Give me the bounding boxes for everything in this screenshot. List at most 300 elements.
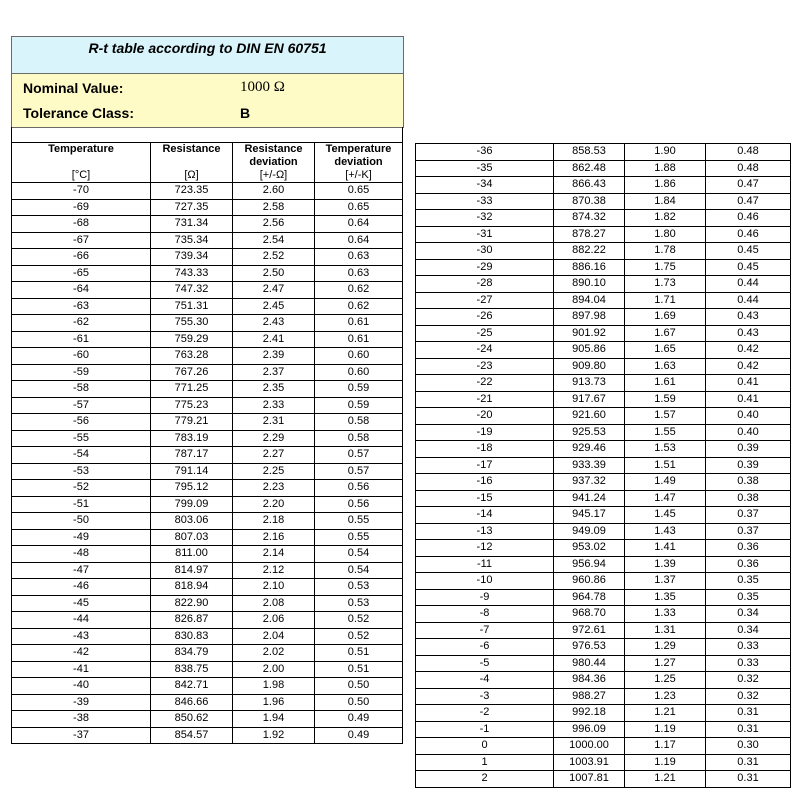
cell-temperature-deviation: 0.59 — [315, 381, 403, 398]
cell-temperature-deviation: 0.58 — [315, 414, 403, 431]
cell-resistance-deviation: 1.25 — [625, 672, 706, 689]
table-row — [416, 556, 791, 573]
cell-temperature-deviation: 0.61 — [315, 315, 403, 332]
cell-temperature: -11 — [416, 556, 554, 573]
cell-resistance: 747.32 — [151, 282, 233, 299]
cell-temperature-deviation: 0.35 — [706, 589, 791, 606]
cell-temperature-deviation: 0.38 — [706, 490, 791, 507]
cell-temperature: -10 — [416, 573, 554, 590]
cell-resistance-deviation: 1.57 — [625, 408, 706, 425]
cell-resistance: 775.23 — [151, 397, 233, 414]
table-row — [12, 480, 403, 497]
cell-temperature-deviation: 0.43 — [706, 309, 791, 326]
cell-temperature: -45 — [12, 595, 151, 612]
table-row — [416, 210, 791, 227]
cell-temperature: -70 — [12, 183, 151, 200]
cell-resistance: 921.60 — [554, 408, 625, 425]
table-row — [12, 364, 403, 381]
cell-resistance: 897.98 — [554, 309, 625, 326]
cell-temperature: -40 — [12, 678, 151, 695]
table-row — [416, 771, 791, 788]
cell-resistance: 854.57 — [151, 727, 233, 744]
cell-resistance: 846.66 — [151, 694, 233, 711]
cell-temperature-deviation: 0.63 — [315, 249, 403, 266]
cell-resistance-deviation: 1.49 — [625, 474, 706, 491]
cell-temperature: -43 — [12, 628, 151, 645]
cell-temperature: -17 — [416, 457, 554, 474]
cell-resistance: 905.86 — [554, 342, 625, 359]
cell-resistance: 735.34 — [151, 232, 233, 249]
cell-resistance: 783.19 — [151, 430, 233, 447]
cell-temperature: -48 — [12, 546, 151, 563]
cell-resistance: 858.53 — [554, 144, 625, 161]
cell-resistance-deviation: 2.23 — [233, 480, 315, 497]
table-row — [12, 216, 403, 233]
cell-temperature: -62 — [12, 315, 151, 332]
table-row — [12, 381, 403, 398]
cell-resistance: 964.78 — [554, 589, 625, 606]
rt-table-left — [11, 142, 403, 744]
cell-temperature: -64 — [12, 282, 151, 299]
cell-resistance-deviation: 2.27 — [233, 447, 315, 464]
cell-resistance-deviation: 1.88 — [625, 160, 706, 177]
table-row — [416, 721, 791, 738]
cell-temperature: -8 — [416, 606, 554, 623]
cell-resistance-deviation: 2.37 — [233, 364, 315, 381]
cell-temperature-deviation: 0.31 — [706, 771, 791, 788]
cell-temperature: -54 — [12, 447, 151, 464]
table-row — [12, 513, 403, 530]
table-row — [416, 276, 791, 293]
cell-temperature-deviation: 0.65 — [315, 199, 403, 216]
cell-resistance-deviation: 1.86 — [625, 177, 706, 194]
cell-temperature-deviation: 0.36 — [706, 556, 791, 573]
cell-temperature-deviation: 0.35 — [706, 573, 791, 590]
cell-resistance-deviation: 2.00 — [233, 661, 315, 678]
nominal-value: 1000 Ω — [240, 79, 285, 95]
cell-temperature-deviation: 0.41 — [706, 375, 791, 392]
cell-resistance-deviation: 1.96 — [233, 694, 315, 711]
cell-resistance-deviation: 1.73 — [625, 276, 706, 293]
table-header-row — [12, 143, 403, 170]
table-row — [416, 259, 791, 276]
table-row — [416, 688, 791, 705]
cell-resistance-deviation: 1.31 — [625, 622, 706, 639]
cell-resistance: 956.94 — [554, 556, 625, 573]
nominal-value-label: Nominal Value: — [23, 80, 124, 96]
table-row — [416, 226, 791, 243]
cell-temperature-deviation: 0.57 — [315, 463, 403, 480]
table-row — [416, 424, 791, 441]
cell-resistance: 945.17 — [554, 507, 625, 524]
cell-temperature-deviation: 0.48 — [706, 144, 791, 161]
cell-temperature-deviation: 0.42 — [706, 358, 791, 375]
cell-temperature: -33 — [416, 193, 554, 210]
cell-resistance: 972.61 — [554, 622, 625, 639]
cell-resistance: 842.71 — [151, 678, 233, 695]
table-row — [416, 474, 791, 491]
cell-resistance: 984.36 — [554, 672, 625, 689]
cell-temperature: -13 — [416, 523, 554, 540]
cell-resistance: 917.67 — [554, 391, 625, 408]
cell-resistance-deviation: 2.10 — [233, 579, 315, 596]
table-row — [416, 358, 791, 375]
cell-temperature-deviation: 0.50 — [315, 694, 403, 711]
table-row — [416, 325, 791, 342]
header-resistance: Resistance — [151, 143, 233, 170]
cell-temperature: -34 — [416, 177, 554, 194]
title-banner — [11, 36, 404, 74]
cell-resistance-deviation: 2.41 — [233, 331, 315, 348]
table-row — [12, 727, 403, 744]
cell-resistance-deviation: 1.29 — [625, 639, 706, 656]
cell-resistance-deviation: 2.25 — [233, 463, 315, 480]
unit-resistance: [Ω] — [151, 169, 233, 183]
cell-resistance: 779.21 — [151, 414, 233, 431]
table-row — [416, 292, 791, 309]
cell-resistance: 953.02 — [554, 540, 625, 557]
cell-temperature-deviation: 0.49 — [315, 711, 403, 728]
cell-resistance: 830.83 — [151, 628, 233, 645]
cell-resistance: 799.09 — [151, 496, 233, 513]
cell-temperature-deviation: 0.64 — [315, 216, 403, 233]
table-row — [416, 507, 791, 524]
cell-temperature: -47 — [12, 562, 151, 579]
cell-resistance-deviation: 1.17 — [625, 738, 706, 755]
cell-resistance: 992.18 — [554, 705, 625, 722]
cell-temperature-deviation: 0.40 — [706, 408, 791, 425]
cell-resistance: 763.28 — [151, 348, 233, 365]
cell-resistance: 878.27 — [554, 226, 625, 243]
cell-temperature-deviation: 0.53 — [315, 579, 403, 596]
cell-resistance-deviation: 1.43 — [625, 523, 706, 540]
cell-temperature: -3 — [416, 688, 554, 705]
cell-temperature-deviation: 0.39 — [706, 441, 791, 458]
cell-temperature: -5 — [416, 655, 554, 672]
cell-resistance-deviation: 2.45 — [233, 298, 315, 315]
table-row — [12, 463, 403, 480]
table-row — [416, 342, 791, 359]
cell-resistance: 968.70 — [554, 606, 625, 623]
cell-resistance-deviation: 1.19 — [625, 721, 706, 738]
cell-temperature-deviation: 0.54 — [315, 546, 403, 563]
table-row — [416, 408, 791, 425]
cell-resistance-deviation: 1.39 — [625, 556, 706, 573]
cell-temperature-deviation: 0.37 — [706, 507, 791, 524]
cell-temperature-deviation: 0.52 — [315, 628, 403, 645]
cell-resistance-deviation: 1.92 — [233, 727, 315, 744]
table-row — [12, 249, 403, 266]
cell-temperature-deviation: 0.30 — [706, 738, 791, 755]
cell-resistance: 731.34 — [151, 216, 233, 233]
cell-resistance: 941.24 — [554, 490, 625, 507]
cell-temperature-deviation: 0.45 — [706, 259, 791, 276]
cell-resistance: 727.35 — [151, 199, 233, 216]
cell-resistance-deviation: 1.90 — [625, 144, 706, 161]
cell-temperature-deviation: 0.61 — [315, 331, 403, 348]
cell-temperature-deviation: 0.31 — [706, 705, 791, 722]
table-row — [416, 490, 791, 507]
cell-temperature-deviation: 0.57 — [315, 447, 403, 464]
cell-temperature-deviation: 0.65 — [315, 183, 403, 200]
cell-resistance-deviation: 1.80 — [625, 226, 706, 243]
cell-resistance-deviation: 1.84 — [625, 193, 706, 210]
cell-temperature: 2 — [416, 771, 554, 788]
table-row — [416, 375, 791, 392]
table-row — [416, 391, 791, 408]
cell-resistance-deviation: 2.29 — [233, 430, 315, 447]
cell-temperature: -30 — [416, 243, 554, 260]
cell-temperature-deviation: 0.46 — [706, 210, 791, 227]
table-row — [12, 579, 403, 596]
header-temperature: Temperature — [12, 143, 151, 170]
cell-resistance-deviation: 1.94 — [233, 711, 315, 728]
cell-temperature: -21 — [416, 391, 554, 408]
table-row — [12, 282, 403, 299]
cell-temperature: 1 — [416, 754, 554, 771]
cell-resistance: 814.97 — [151, 562, 233, 579]
cell-temperature: -61 — [12, 331, 151, 348]
table-row — [416, 622, 791, 639]
table-row — [416, 177, 791, 194]
cell-resistance: 743.33 — [151, 265, 233, 282]
cell-temperature: -52 — [12, 480, 151, 497]
cell-resistance-deviation: 1.53 — [625, 441, 706, 458]
cell-temperature: -68 — [12, 216, 151, 233]
cell-temperature-deviation: 0.52 — [315, 612, 403, 629]
cell-resistance: 771.25 — [151, 381, 233, 398]
cell-temperature: -16 — [416, 474, 554, 491]
cell-resistance: 811.00 — [151, 546, 233, 563]
cell-resistance: 822.90 — [151, 595, 233, 612]
cell-resistance-deviation: 2.08 — [233, 595, 315, 612]
cell-resistance: 791.14 — [151, 463, 233, 480]
table-row — [416, 243, 791, 260]
cell-temperature: -50 — [12, 513, 151, 530]
unit-resistance-deviation: [+/-Ω] — [233, 169, 315, 183]
cell-resistance: 862.48 — [554, 160, 625, 177]
cell-resistance-deviation: 1.71 — [625, 292, 706, 309]
cell-temperature: -59 — [12, 364, 151, 381]
cell-resistance: 929.46 — [554, 441, 625, 458]
table-row — [416, 144, 791, 161]
cell-resistance-deviation: 1.47 — [625, 490, 706, 507]
cell-resistance-deviation: 2.33 — [233, 397, 315, 414]
table-row — [416, 573, 791, 590]
cell-temperature: 0 — [416, 738, 554, 755]
cell-resistance-deviation: 1.61 — [625, 375, 706, 392]
cell-resistance-deviation: 2.16 — [233, 529, 315, 546]
page-title: R-t table according to DIN EN 60751 — [88, 40, 327, 56]
table-row — [12, 595, 403, 612]
table-row — [12, 562, 403, 579]
cell-temperature-deviation: 0.41 — [706, 391, 791, 408]
table-row — [12, 612, 403, 629]
cell-resistance: 949.09 — [554, 523, 625, 540]
cell-temperature: -4 — [416, 672, 554, 689]
table-row — [12, 199, 403, 216]
cell-temperature-deviation: 0.62 — [315, 282, 403, 299]
cell-temperature: -15 — [416, 490, 554, 507]
cell-temperature: -7 — [416, 622, 554, 639]
header-temperature-deviation: Temperature deviation — [315, 143, 403, 170]
table-row — [416, 457, 791, 474]
table-row — [12, 529, 403, 546]
cell-resistance: 807.03 — [151, 529, 233, 546]
table-row — [416, 589, 791, 606]
table-row — [416, 193, 791, 210]
table-row — [416, 540, 791, 557]
cell-resistance-deviation: 1.55 — [625, 424, 706, 441]
cell-resistance: 1007.81 — [554, 771, 625, 788]
cell-resistance-deviation: 2.12 — [233, 562, 315, 579]
cell-resistance-deviation: 1.21 — [625, 771, 706, 788]
cell-resistance-deviation: 1.37 — [625, 573, 706, 590]
cell-temperature-deviation: 0.46 — [706, 226, 791, 243]
cell-temperature: -66 — [12, 249, 151, 266]
cell-resistance: 1000.00 — [554, 738, 625, 755]
table-row — [12, 645, 403, 662]
cell-resistance-deviation: 1.69 — [625, 309, 706, 326]
cell-temperature-deviation: 0.38 — [706, 474, 791, 491]
cell-temperature-deviation: 0.56 — [315, 496, 403, 513]
cell-temperature-deviation: 0.58 — [315, 430, 403, 447]
cell-temperature: -18 — [416, 441, 554, 458]
cell-resistance-deviation: 1.45 — [625, 507, 706, 524]
cell-resistance: 976.53 — [554, 639, 625, 656]
cell-resistance: 767.26 — [151, 364, 233, 381]
cell-resistance-deviation: 1.19 — [625, 754, 706, 771]
cell-resistance: 937.32 — [554, 474, 625, 491]
frame-line-left — [11, 127, 12, 143]
cell-temperature: -58 — [12, 381, 151, 398]
cell-resistance: 882.22 — [554, 243, 625, 260]
table-row — [416, 160, 791, 177]
cell-resistance-deviation: 2.43 — [233, 315, 315, 332]
tolerance-class-label: Tolerance Class: — [23, 105, 135, 121]
cell-resistance-deviation: 1.67 — [625, 325, 706, 342]
cell-resistance-deviation: 1.63 — [625, 358, 706, 375]
cell-resistance-deviation: 1.59 — [625, 391, 706, 408]
cell-temperature: -14 — [416, 507, 554, 524]
cell-resistance-deviation: 1.27 — [625, 655, 706, 672]
cell-resistance: 755.30 — [151, 315, 233, 332]
table-row — [12, 298, 403, 315]
cell-resistance-deviation: 2.50 — [233, 265, 315, 282]
cell-resistance: 759.29 — [151, 331, 233, 348]
cell-resistance: 980.44 — [554, 655, 625, 672]
cell-temperature-deviation: 0.49 — [315, 727, 403, 744]
cell-temperature-deviation: 0.32 — [706, 688, 791, 705]
cell-resistance: 960.86 — [554, 573, 625, 590]
cell-resistance: 838.75 — [151, 661, 233, 678]
cell-temperature-deviation: 0.53 — [315, 595, 403, 612]
cell-temperature: -22 — [416, 375, 554, 392]
cell-temperature-deviation: 0.64 — [315, 232, 403, 249]
table-row — [12, 447, 403, 464]
rt-table-right — [415, 143, 791, 788]
cell-temperature: -46 — [12, 579, 151, 596]
cell-temperature-deviation: 0.48 — [706, 160, 791, 177]
cell-temperature: -25 — [416, 325, 554, 342]
cell-resistance-deviation: 2.20 — [233, 496, 315, 513]
table-row — [12, 348, 403, 365]
table-row — [416, 639, 791, 656]
table-row — [12, 628, 403, 645]
cell-temperature: -63 — [12, 298, 151, 315]
cell-temperature-deviation: 0.55 — [315, 513, 403, 530]
table-row — [416, 523, 791, 540]
cell-resistance: 913.73 — [554, 375, 625, 392]
table-row — [12, 331, 403, 348]
cell-resistance-deviation: 2.18 — [233, 513, 315, 530]
cell-temperature-deviation: 0.37 — [706, 523, 791, 540]
table-row — [12, 397, 403, 414]
cell-resistance-deviation: 2.58 — [233, 199, 315, 216]
cell-temperature-deviation: 0.47 — [706, 177, 791, 194]
cell-resistance: 834.79 — [151, 645, 233, 662]
table-row — [12, 183, 403, 200]
cell-resistance-deviation: 2.60 — [233, 183, 315, 200]
cell-temperature: -56 — [12, 414, 151, 431]
table-row — [12, 265, 403, 282]
cell-resistance-deviation: 1.35 — [625, 589, 706, 606]
cell-temperature-deviation: 0.51 — [315, 645, 403, 662]
cell-resistance-deviation: 1.21 — [625, 705, 706, 722]
cell-temperature: -36 — [416, 144, 554, 161]
cell-temperature-deviation: 0.36 — [706, 540, 791, 557]
cell-resistance-deviation: 1.75 — [625, 259, 706, 276]
table-row — [12, 414, 403, 431]
cell-temperature: -49 — [12, 529, 151, 546]
cell-temperature: -29 — [416, 259, 554, 276]
cell-resistance-deviation: 2.35 — [233, 381, 315, 398]
cell-temperature: -19 — [416, 424, 554, 441]
cell-temperature: -23 — [416, 358, 554, 375]
cell-resistance-deviation: 2.39 — [233, 348, 315, 365]
cell-resistance: 795.12 — [151, 480, 233, 497]
table-row — [416, 672, 791, 689]
cell-temperature-deviation: 0.43 — [706, 325, 791, 342]
cell-temperature: -39 — [12, 694, 151, 711]
cell-resistance: 933.39 — [554, 457, 625, 474]
cell-temperature: -9 — [416, 589, 554, 606]
cell-resistance-deviation: 2.47 — [233, 282, 315, 299]
unit-temperature: [°C] — [12, 169, 151, 183]
cell-resistance-deviation: 2.02 — [233, 645, 315, 662]
cell-temperature: -32 — [416, 210, 554, 227]
cell-resistance-deviation: 2.14 — [233, 546, 315, 563]
cell-temperature: -65 — [12, 265, 151, 282]
table-unit-row — [12, 169, 403, 183]
table-row — [416, 309, 791, 326]
cell-temperature: -26 — [416, 309, 554, 326]
cell-resistance: 901.92 — [554, 325, 625, 342]
cell-temperature-deviation: 0.51 — [315, 661, 403, 678]
cell-temperature-deviation: 0.42 — [706, 342, 791, 359]
table-row — [416, 754, 791, 771]
unit-temperature-deviation: [+/-K] — [315, 169, 403, 183]
cell-resistance: 866.43 — [554, 177, 625, 194]
cell-temperature-deviation: 0.44 — [706, 292, 791, 309]
cell-temperature: -69 — [12, 199, 151, 216]
cell-resistance: 803.06 — [151, 513, 233, 530]
table-row — [12, 678, 403, 695]
cell-resistance: 870.38 — [554, 193, 625, 210]
cell-temperature-deviation: 0.31 — [706, 721, 791, 738]
cell-temperature: -67 — [12, 232, 151, 249]
cell-temperature: -37 — [12, 727, 151, 744]
